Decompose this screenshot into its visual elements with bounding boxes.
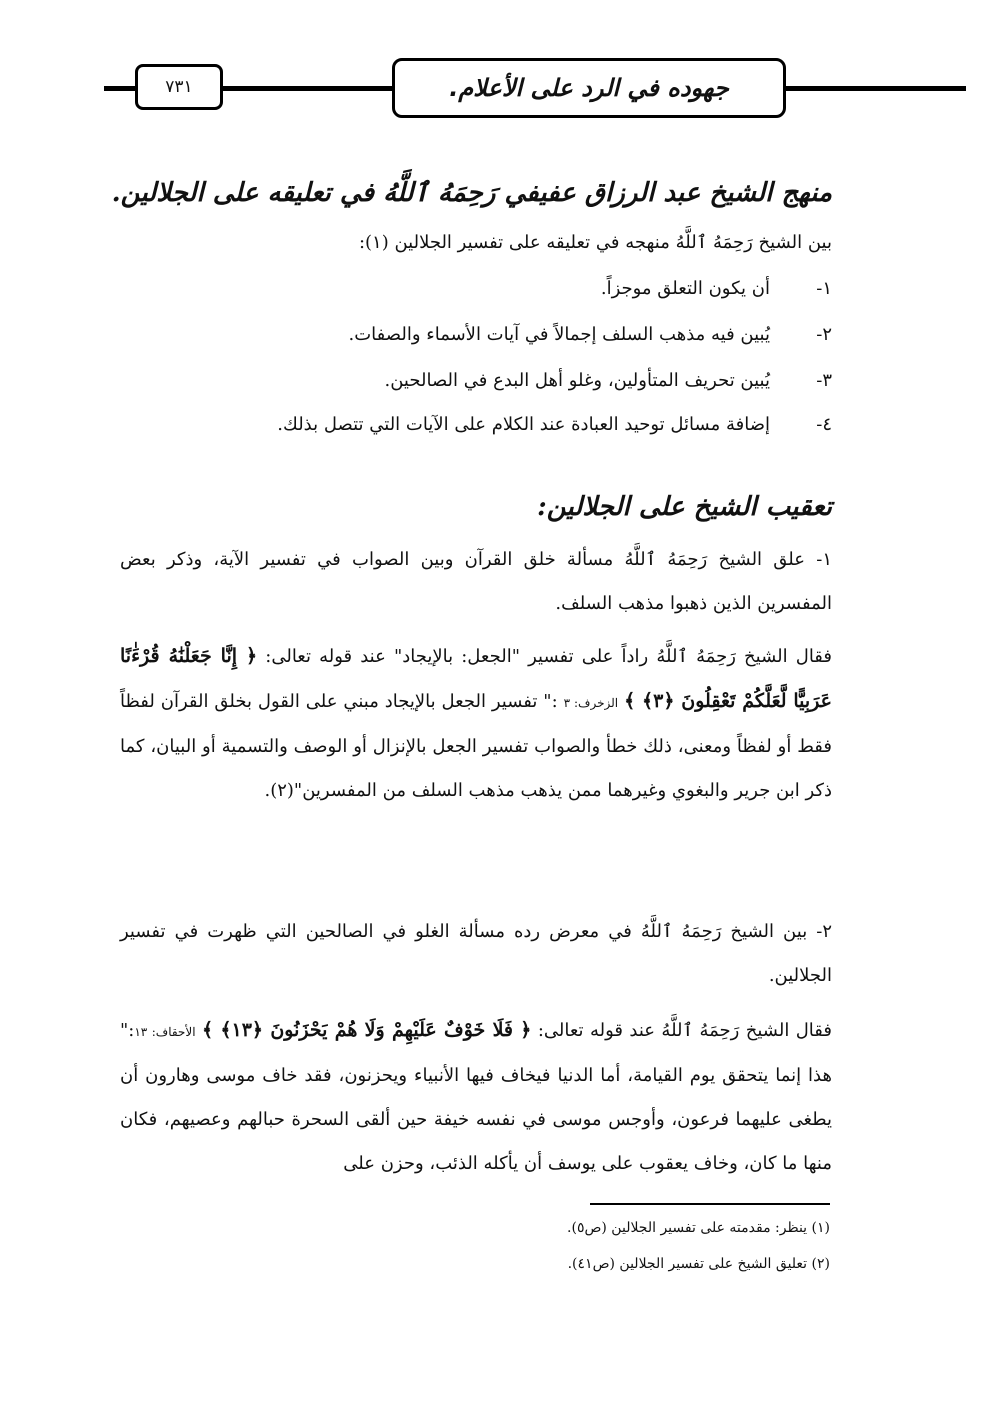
list-item-number: ٣- [816, 370, 832, 391]
list-item-text: يُبين فيه مذهب السلف إجمالاً في آيات الأسماء والصفات. [348, 324, 770, 345]
paragraph-3: ٢- بين الشيخ رَحِمَهُ ٱللَّهُ في معرض رده مسألة الغلو في الصالحين التي ظهرت في تفسير الجلالين. [120, 921, 832, 986]
paragraph-4 [120, 1008, 832, 1186]
list-item [601, 278, 832, 299]
list-item-number: ٤- [816, 414, 832, 435]
quran-verse: ﴿ فَلَا خَوْفٌ عَلَيْهِمْ وَلَا هُمْ يَحْزَنُونَ ﴿١٣﴾ ﴾ [201, 1019, 532, 1041]
paragraph-2-rest: :" تفسير الجعل بالإيجاد مبني على القول بخلق القرآن لفظاً فقط أو لفظاً ومعنى، ذلك خطأ والصواب تفسير الجعل بالإنزال أو الوصف والتسمية أو البيان، كما ذكر ابن جرير والبغوي وغيرهما ممن يذهب مذهب السلف من المفسرين"(٢). [120, 691, 832, 801]
paragraph-2 [120, 634, 832, 813]
footnote: (٢) تعليق الشيخ على تفسير الجلالين (ص٤١). [567, 1256, 830, 1272]
list-item-text: أن يكون التعلق موجزاً. [600, 278, 770, 299]
paragraph-2-lead: فقال الشيخ رَحِمَهُ ٱللَّهُ راداً على تفسير "الجعل: بالإيجاد" عند قوله تعالى: [257, 646, 833, 667]
verse-reference: الزخرف: ٣ [563, 696, 619, 710]
list-item-number: ٢- [816, 324, 832, 345]
list-item-number: ١- [816, 278, 832, 299]
section-heading-commentary: تعقيب الشيخ على الجلالين: [537, 492, 832, 522]
list-item [385, 370, 833, 391]
list-item-text: يُبين تحريف المتأولين، وغلو أهل البدع في الصالحين. [384, 370, 770, 391]
list-item-text: إضافة مسائل توحيد العبادة عند الكلام على الآيات التي تتصل بذلك. [277, 414, 770, 435]
method-intro: بين الشيخ رَحِمَهُ ٱللَّهُ منهجه في تعليقه على تفسير الجلالين (١): [358, 232, 832, 253]
section-heading-method: منهج الشيخ عبد الرزاق عفيفي رَحِمَهُ ٱللَّهُ في تعليقه على الجلالين. [111, 178, 832, 208]
quran-verse: ﴿ إِنَّا جَعَلْنَٰهُ قُرْءَٰنًا عَرَبِيًّا لَّعَلَّكُمْ تَعْقِلُونَ ﴿٣﴾ ﴾ [120, 645, 832, 712]
list-item [277, 414, 832, 435]
footnote-rule [590, 1203, 830, 1205]
footnote: (١) ينظر: مقدمته على تفسير الجلالين (ص٥). [567, 1220, 830, 1236]
paragraph-4-rest: :" هذا إنما يتحقق يوم القيامة، أما الدنيا فيخاف فيها الأنبياء ويحزنون، فقد خاف موسى وهارون أن يطغى عليهما فرعون، وأوجس موسى في نفسه خيفة حين ألقى السحرة حبالهم وعصيهم، فكان منها ما كان، وخاف يعقوب على يوسف أن يأكله الذئب، وحزن على [120, 1020, 832, 1174]
verse-reference: الأحقاف: ١٣ [134, 1025, 196, 1039]
running-title: جهوده في الرد على الأعلام. [392, 58, 786, 118]
page-number: ٧٣١ [135, 64, 223, 110]
paragraph-1: ١- علق الشيخ رَحِمَهُ ٱللَّهُ مسألة خلق القرآن وبين الصواب في تفسير الآية، وذكر بعض المفسرين الذين ذهبوا مذهب السلف. [120, 549, 832, 614]
paragraph-4-lead: فقال الشيخ رَحِمَهُ ٱللَّهُ عند قوله تعالى: [531, 1020, 832, 1041]
list-item [348, 324, 832, 345]
